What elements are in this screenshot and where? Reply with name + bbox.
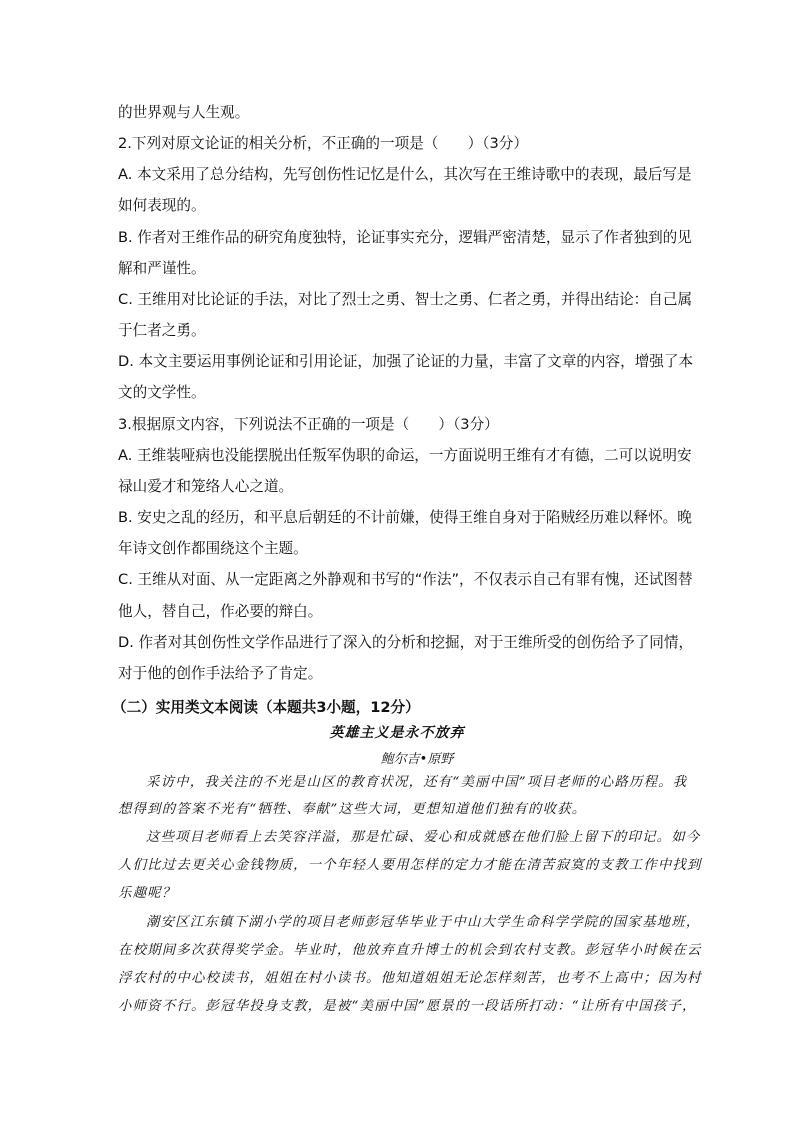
section-title: （二）实用类文本阅读（本题共3小题，12分） xyxy=(112,699,420,716)
option-line: 于仁者之勇。 xyxy=(118,322,206,339)
article-line: 人们比过去更关心金钱物质，一个年轻人要用怎样的定力才能在清苦寂寞的支教工作中找到 xyxy=(118,858,702,873)
option-line: 解和严谨性。 xyxy=(118,260,206,277)
option-line: B. 作者对王维作品的研究角度独特，论证事实充分，逻辑严密清楚，显示了作者独到的见 xyxy=(118,229,692,246)
option-line: C. 王维从对面、从一定距离之外静观和书写的“作法”，不仅表示自己有罪有愧，还试图替 xyxy=(118,571,693,588)
option-line: 他人，替自己，作必要的辩白。 xyxy=(118,603,323,620)
article-author: 鲍尔吉•原野 xyxy=(380,752,454,767)
article-line: 浮农村的中心校读书，姐姐在村小读书。他知道姐姐无论怎样刻苦，也考不上高中；因为村 xyxy=(118,971,702,986)
option-line: A. 本文采用了总分结构，先写创伤性记忆是什么，其次写在王维诗歌中的表现，最后写是 xyxy=(118,166,692,183)
article-line: 采访中，我关注的不光是山区的教育状况，还有“美丽中国”项目老师的心路历程。我 xyxy=(146,775,688,790)
option-line: B. 安史之乱的经历，和平息后朝廷的不计前嫌，使得王维自身对于陷贼经历难以释怀。晚 xyxy=(118,509,692,526)
option-line: 年诗文创作都围绕这个主题。 xyxy=(118,540,308,557)
option-line: 如何表现的。 xyxy=(118,197,206,214)
option-line: 文的文学性。 xyxy=(118,384,206,401)
article-line: 在校期间多次获得奖学金。毕业时，他放弃直升博士的机会到农村支教。彭冠华小时候在云 xyxy=(118,943,702,958)
question-3-stem: 3.根据原文内容，下列说法不正确的一项是（ ）（3分） xyxy=(118,416,499,433)
option-line: 对于他的创作手法给予了肯定。 xyxy=(118,665,323,682)
option-line: D. 作者对其创伤性文学作品进行了深入的分析和挖掘，对于王维所受的创伤给予了同情， xyxy=(118,634,694,651)
article-line: 潮安区江东镇下湖小学的项目老师彭冠华毕业于中山大学生命科学学院的国家基地班， xyxy=(146,915,701,930)
question-2-stem: 2.下列对原文论证的相关分析，不正确的一项是（ ）（3分） xyxy=(118,135,528,152)
article-line: 乐趣呢？ xyxy=(118,886,177,901)
question-line: 的世界观与人生观。 xyxy=(118,104,250,121)
option-line: D. 本文主要运用事例论证和引用论证，加强了论证的力量，丰富了文章的内容，增强了本 xyxy=(118,353,694,370)
article-title: 英雄主义是永不放弃 xyxy=(329,725,465,741)
article-line: 想得到的答案不光有“牺牲、奉献”这些大词，更想知道他们独有的收获。 xyxy=(118,802,587,817)
option-line: A. 王维装哑病也没能摆脱出任叛军伪职的命运，一方面说明王维有才有德，二可以说明安 xyxy=(118,447,692,464)
article-line: 小师资不行。彭冠华投身支教，是被“美丽中国”愿景的一段话所打动：“让所有中国孩子， xyxy=(118,999,697,1014)
option-line: 禄山爱才和笼络人心之道。 xyxy=(118,478,294,495)
option-line: C. 王维用对比论证的手法，对比了烈士之勇、智士之勇、仁者之勇，并得出结论：自己属 xyxy=(118,291,693,308)
article-line: 这些项目老师看上去笑容洋溢，那是忙碌、爱心和成就感在他们脸上留下的印记。如今 xyxy=(146,830,701,845)
